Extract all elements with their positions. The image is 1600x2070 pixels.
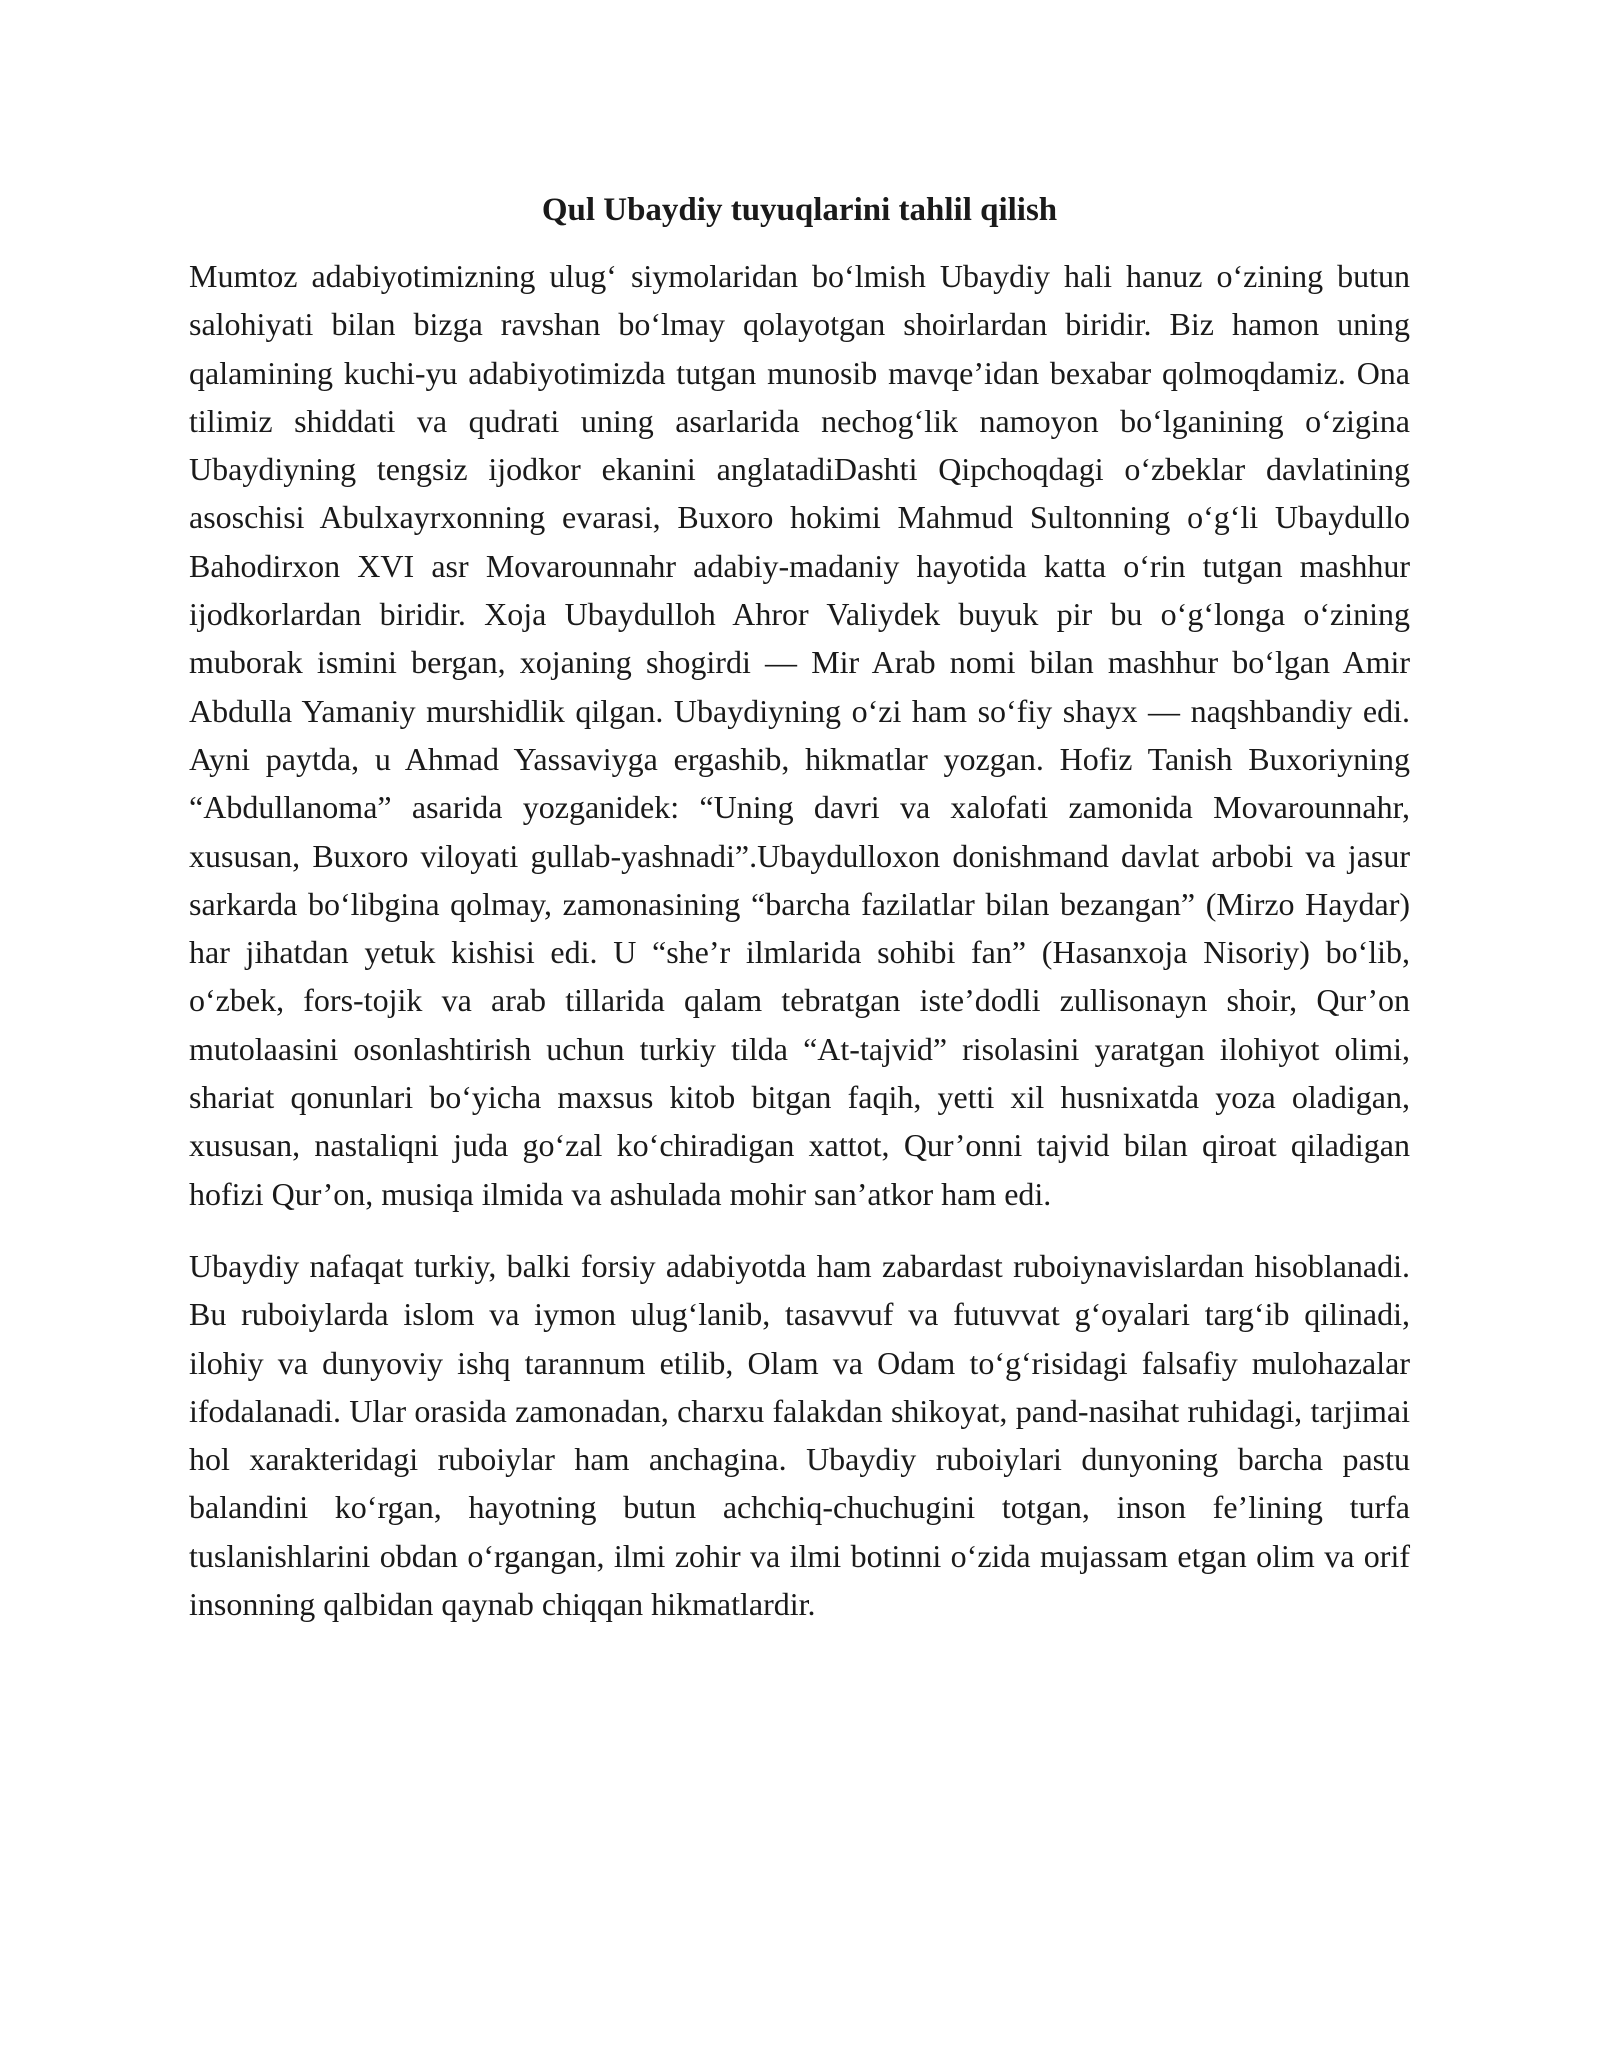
document-title: Qul Ubaydiy tuyuqlarini tahlil qilish — [541, 192, 1058, 228]
document-page — [189, 182, 1410, 1652]
body-paragraph-2: Ubaydiy nafaqat turkiy, balki forsiy adabiyotda ham zabardast ruboiynavislardan hisoblanadi. Bu ruboiylarda islom va iymon ulug‘lanib, tasavvuf va futuvvat g‘oyalari targ‘ib qilinadi, ilohiy va dunyoviy ishq tarannum etilib, Olam va Odam to‘g‘risidagi falsafiy mulohazalar ifodalanadi. Ular orasida zamonadan, charxu falakdan shikoyat, pand-nasihat ruhidagi, tarjimai hol xarakteridagi ruboiylar ham anchagina. Ubaydiy ruboiylari dunyoning barcha pastu balandini ko‘rgan, hayotning butun achchiq-chuchugini totgan, inson fe’lining turfa tuslanishlarini obdan o‘rgangan, ilmi zohir va ilmi botinni o‘zida mujassam etgan olim va orif insonning qalbidan qaynab chiqqan hikmatlardir. — [189, 1247, 1410, 1623]
body-paragraph-1: Mumtoz adabiyotimizning ulug‘ siymolaridan bo‘lmish Ubaydiy hali hanuz o‘zining butun salohiyati bilan bizga ravshan bo‘lmay qolayotgan shoirlardan biridir. Biz hamon uning qalamining kuchi-yu adabiyotimizda tutgan munosib mavqe’idan bexabar qolmoqdamiz. Ona tilimiz shiddati va qudrati uning asarlarida nechog‘lik namoyon bo‘lganining o‘zigina Ubaydiyning tengsiz ijodkor ekanini anglatadiDashti Qipchoqdagi o‘zbeklar davlatining asoschisi Abulxayrxonning evarasi, Buxoro hokimi Mahmud Sultonning o‘g‘li Ubaydullo Bahodirxon XVI asr Movarounnahr adabiy-madaniy hayotida katta o‘rin tutgan mashhur ijodkorlardan biridir. Xoja Ubaydulloh Ahror Valiydek buyuk pir bu o‘g‘longa o‘zining muborak ismini bergan, xojaning shogirdi — Mir Arab nomi bilan mashhur bo‘lgan Amir Abdulla Yamaniy murshidlik qilgan. Ubaydiyning o‘zi ham so‘fiy shayx — naqshbandiy edi. Ayni paytda, u Ahmad Yassaviyga ergashib, hikmatlar yozgan. Hofiz Tanish Buxoriyning “Abdullanoma” asarida yozganidek: “Uning davri va xalofati zamonida Movarounnahr, xususan, Buxoro viloyati gullab-yashnadi”.Ubaydulloxon donishmand davlat arbobi va jasur sarkarda bo‘libgina qolmay, zamonasining “barcha fazilatlar bilan bezangan” (Mirzo Haydar) har jihatdan yetuk kishisi edi. U “she’r ilmlarida sohibi fan” (Hasanxoja Nisoriy) bo‘lib, o‘zbek, fors-tojik va arab tillarida qalam tebratgan iste’dodli zullisonayn shoir, Qur’on mutolaasini osonlashtirish uchun turkiy tilda “At-tajvid” risolasini yaratgan ilohiyot olimi, shariat qonunlari bo‘yicha maxsus kitob bitgan faqih, yetti xil husnixatda yoza oladigan, xususan, nastaliqni juda go‘zal ko‘chiradigan xattot, Qur’onni tajvid bilan qiroat qiladigan hofizi Qur’on, musiqa ilmida va ashulada mohir san’atkor ham edi. — [189, 258, 1410, 1212]
